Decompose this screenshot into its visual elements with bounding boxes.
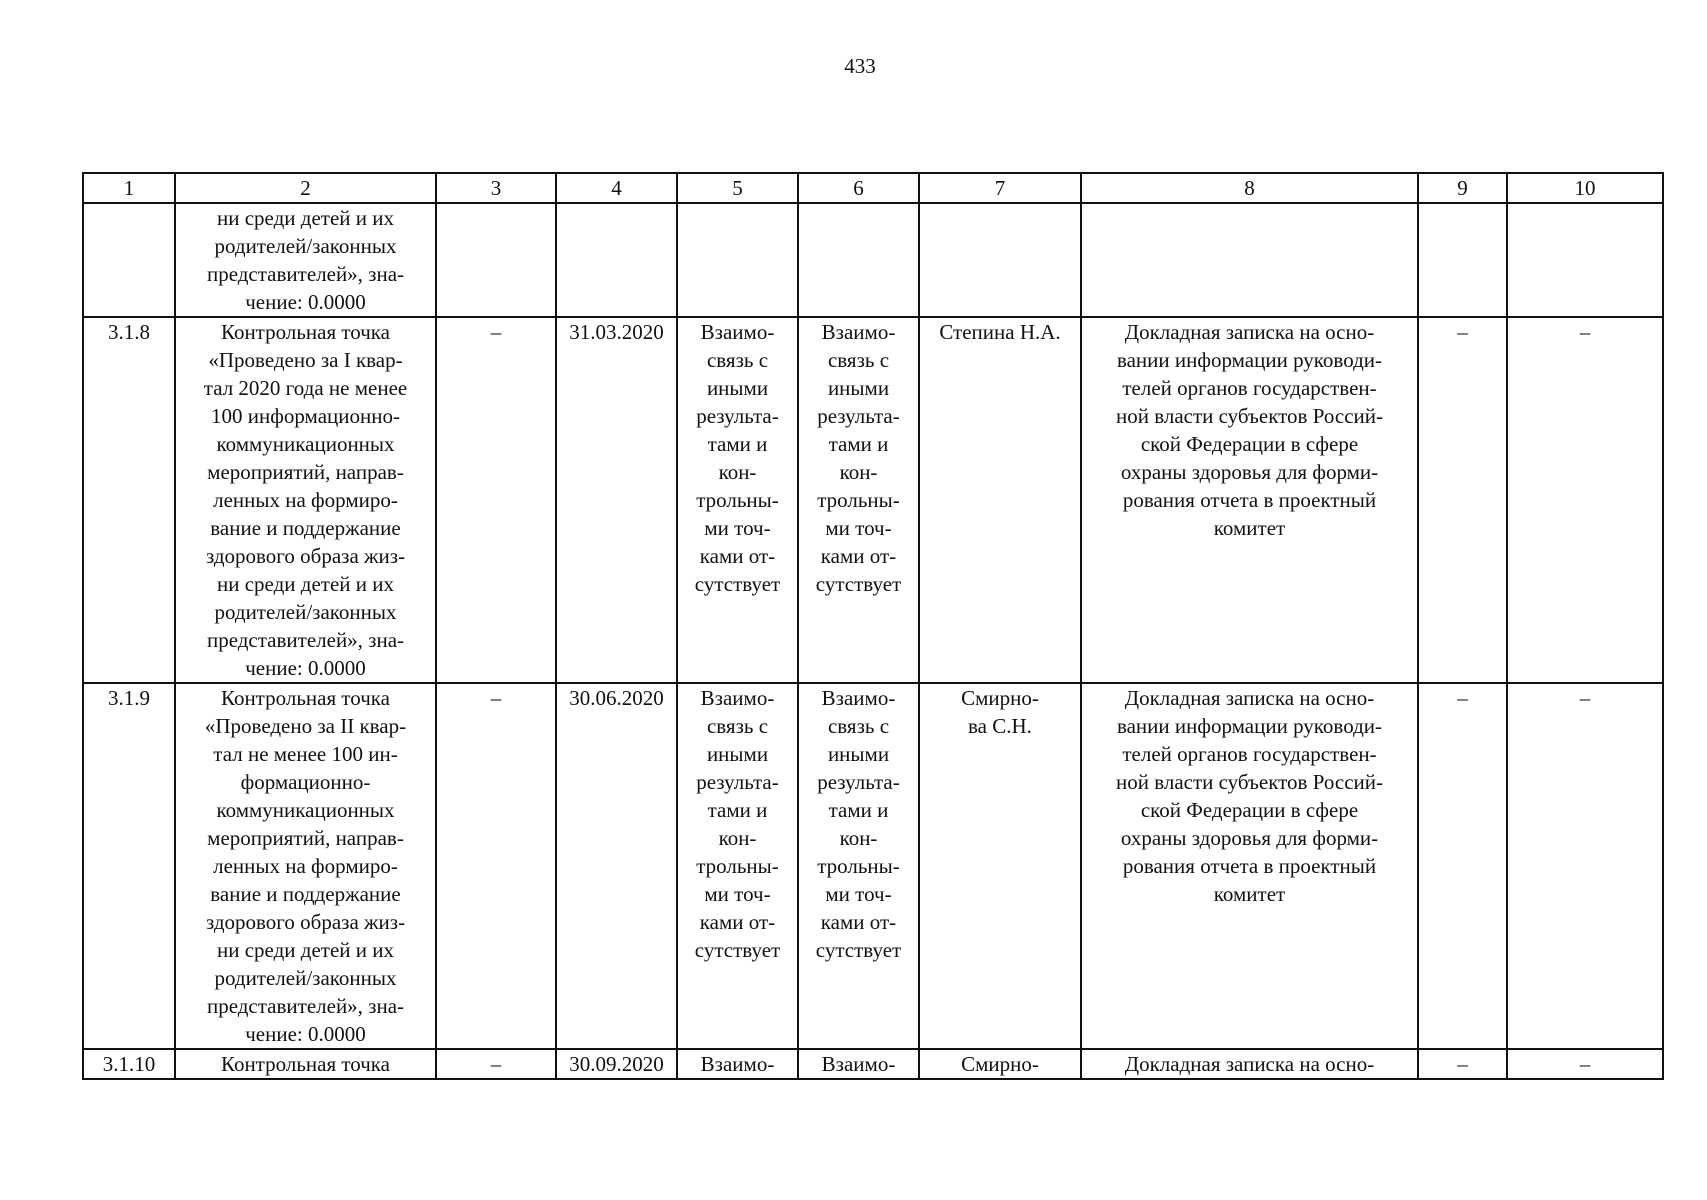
deadline-date: 30.06.2020 xyxy=(556,683,677,1049)
column-header: 7 xyxy=(919,173,1081,203)
report-document: Докладная записка на осно- вании информации руководи- телей органов государствен- ной власти субъектов Россий- ской Федерации в сфере охраны здоровья для форми- рования отчета в проектный комитет xyxy=(1081,317,1418,683)
deadline-date: 30.09.2020 xyxy=(556,1049,677,1079)
table-row xyxy=(83,317,1663,683)
cell-col9: – xyxy=(1418,1049,1507,1079)
control-point-name: ни среди детей и их родителей/законных представителей», зна- чение: 0.0000 xyxy=(175,203,436,317)
cell-col3: – xyxy=(436,683,556,1049)
deadline-date: 31.03.2020 xyxy=(556,317,677,683)
control-point-name: Контрольная точка xyxy=(175,1049,436,1079)
report-document xyxy=(1081,203,1418,317)
control-point-name: Контрольная точка «Проведено за II квар- тал не менее 100 ин- формационно- коммуникационных мероприятий, направ- ленных на формиро- вание и поддержание здорового образа жиз- ни среди детей и их родителей/законных представителей», зна- чение: 0.0000 xyxy=(175,683,436,1049)
cell-col10: – xyxy=(1507,683,1663,1049)
control-point-name: Контрольная точка «Проведено за I квар- тал 2020 года не менее 100 информационно- коммуникационных мероприятий, направ- ленных на формиро- вание и поддержание здорового образа жиз- ни среди детей и их родителей/законных представителей», зна- чение: 0.0000 xyxy=(175,317,436,683)
cell-col3: – xyxy=(436,317,556,683)
column-header: 9 xyxy=(1418,173,1507,203)
responsible-person: Смирно- ва С.Н. xyxy=(919,683,1081,1049)
cell-col9 xyxy=(1418,203,1507,317)
table-row xyxy=(83,1049,1663,1079)
control-points-table xyxy=(82,172,1664,1080)
header-row xyxy=(83,173,1663,203)
column-header: 2 xyxy=(175,173,436,203)
deadline-date xyxy=(556,203,677,317)
relation-col5 xyxy=(677,203,798,317)
column-header: 8 xyxy=(1081,173,1418,203)
relation-col6: Взаимо- связь с иными результа- тами и кон- трольны- ми точ- ками от- сутствует xyxy=(798,683,919,1049)
cell-col9: – xyxy=(1418,683,1507,1049)
row-number: 3.1.10 xyxy=(83,1049,175,1079)
cell-col10 xyxy=(1507,203,1663,317)
column-header: 1 xyxy=(83,173,175,203)
table-row xyxy=(83,683,1663,1049)
relation-col6 xyxy=(798,203,919,317)
cell-col3: – xyxy=(436,1049,556,1079)
relation-col6: Взаимо- xyxy=(798,1049,919,1079)
cell-col3 xyxy=(436,203,556,317)
table-row-continuation xyxy=(83,203,1663,317)
relation-col6: Взаимо- связь с иными результа- тами и кон- трольны- ми точ- ками от- сутствует xyxy=(798,317,919,683)
row-number: 3.1.8 xyxy=(83,317,175,683)
report-document: Докладная записка на осно- вании информации руководи- телей органов государствен- ной власти субъектов Россий- ской Федерации в сфере охраны здоровья для форми- рования отчета в проектный комитет xyxy=(1081,683,1418,1049)
row-number: 3.1.9 xyxy=(83,683,175,1049)
column-header: 4 xyxy=(556,173,677,203)
responsible-person xyxy=(919,203,1081,317)
column-header: 3 xyxy=(436,173,556,203)
column-header: 10 xyxy=(1507,173,1663,203)
responsible-person: Смирно- xyxy=(919,1049,1081,1079)
relation-col5: Взаимо- xyxy=(677,1049,798,1079)
report-document: Докладная записка на осно- xyxy=(1081,1049,1418,1079)
row-number xyxy=(83,203,175,317)
relation-col5: Взаимо- связь с иными результа- тами и кон- трольны- ми точ- ками от- сутствует xyxy=(677,317,798,683)
page-number: 433 xyxy=(844,54,876,78)
cell-col10: – xyxy=(1507,317,1663,683)
cell-col9: – xyxy=(1418,317,1507,683)
cell-col10: – xyxy=(1507,1049,1663,1079)
column-header: 6 xyxy=(798,173,919,203)
relation-col5: Взаимо- связь с иными результа- тами и кон- трольны- ми точ- ками от- сутствует xyxy=(677,683,798,1049)
column-header: 5 xyxy=(677,173,798,203)
responsible-person: Степина Н.А. xyxy=(919,317,1081,683)
